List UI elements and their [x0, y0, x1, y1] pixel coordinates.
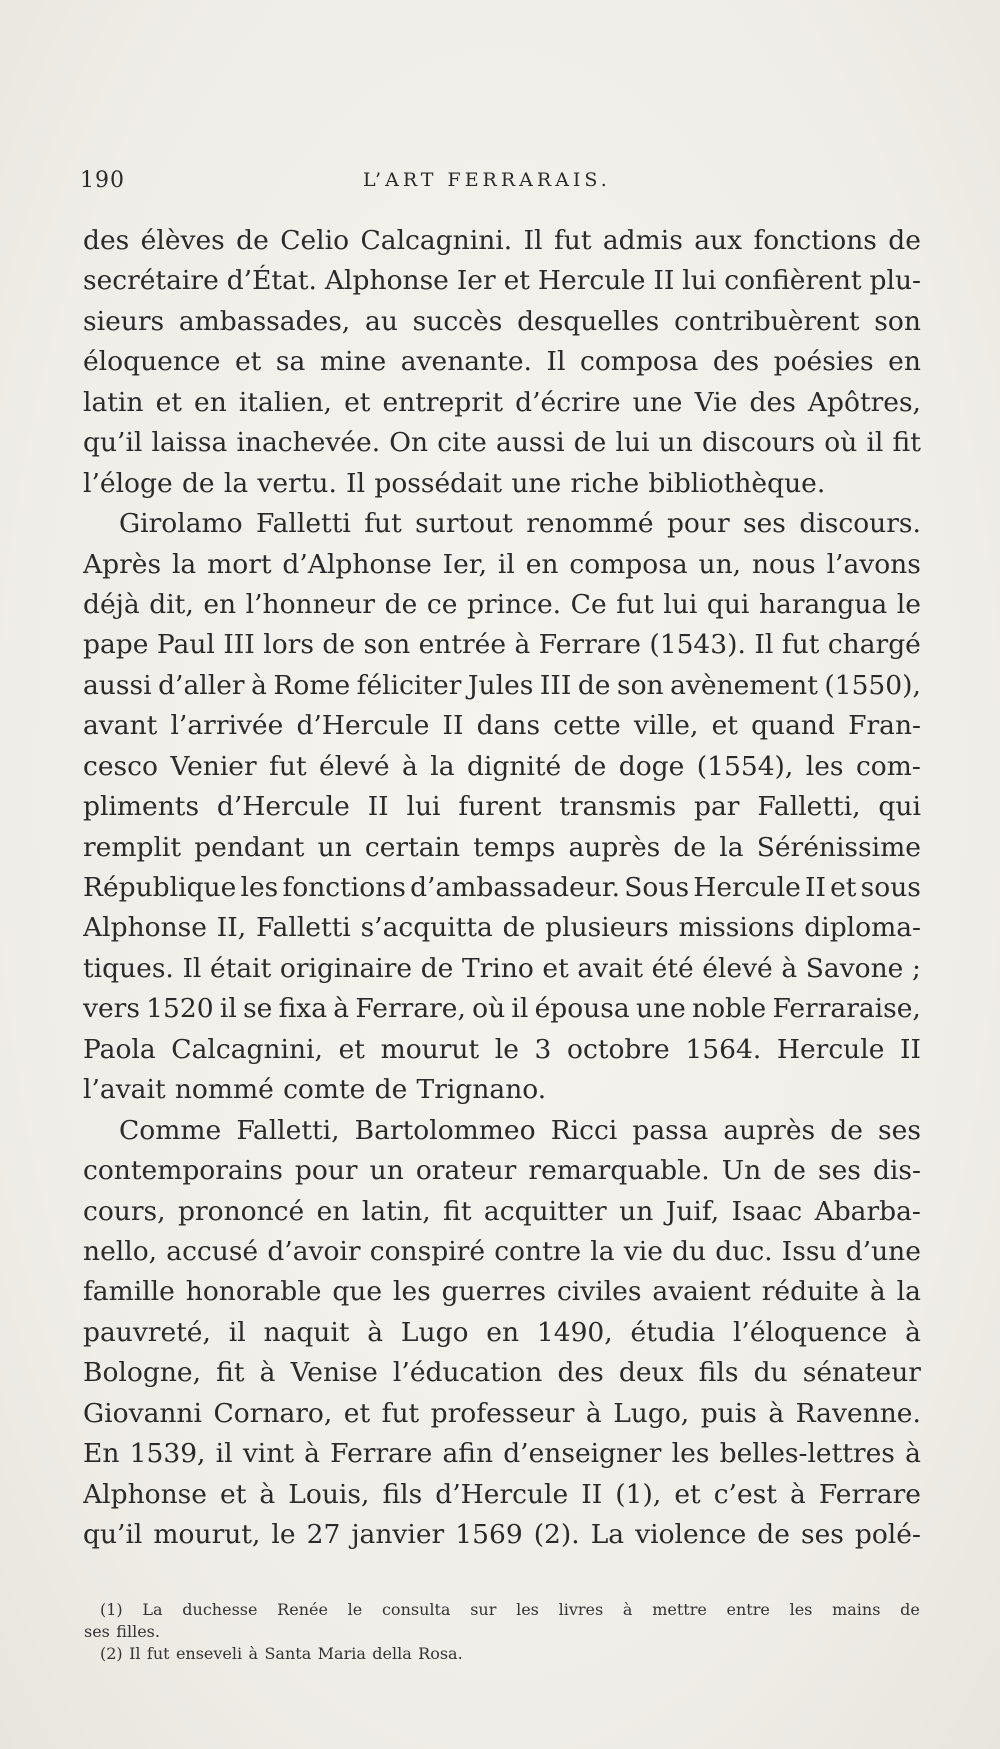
text-line: contemporains pour un orateur remarquable. Un de ses dis-	[83, 1155, 921, 1187]
text-line: l’avait nommé comte de Trignano.	[83, 1074, 547, 1106]
text-line: En 1539, il vint à Ferrare afin d’enseigner les belles-lettres à	[83, 1438, 921, 1470]
text-line: aussi d’aller à Rome féliciter Jules III de son avènement (1550),	[83, 669, 921, 701]
text-line: Alphonse II, Falletti s’acquitta de plusieurs missions diploma-	[83, 912, 921, 944]
text-line: qu’il mourut, le 27 janvier 1569 (2). La violence de ses polé-	[83, 1519, 921, 1550]
text-line: cesco Venier fut élevé à la dignité de doge (1554), les com-	[83, 750, 921, 782]
text-line: Bologne, fit à Venise l’éducation des deux fils du sénateur	[83, 1357, 921, 1389]
text-line: remplit pendant un certain temps auprès de la Sérénissime	[83, 831, 921, 863]
text-line: République les fonctions d’ambassadeur. Sous Hercule II et sous	[83, 872, 921, 903]
text-line: éloquence et sa mine avenante. Il composa des poésies en	[83, 346, 921, 378]
text-line: avant l’arrivée d’Hercule II dans cette ville, et quand Fran-	[83, 710, 921, 742]
text-line: tiques. Il était originaire de Trino et avait été élevé à Savone ;	[83, 952, 921, 984]
footnote-line: (2) Il fut enseveli à Santa Maria della Rosa.	[100, 1644, 463, 1663]
text-line: Après la mort d’Alphonse Ier, il en composa un, nous l’avons	[83, 548, 921, 580]
text-line: des élèves de Celio Calcagnini. Il fut admis aux fonctions de	[83, 225, 921, 256]
footnote-line: (1) La duchesse Renée le consulta sur les livres à mettre entre les mains de	[100, 1600, 920, 1619]
running-title: L’ART FERRARAIS.	[363, 169, 611, 191]
text-line: Giovanni Cornaro, et fut professeur à Lugo, puis à Ravenne.	[83, 1397, 921, 1429]
text-line: Paola Calcagnini, et mourut le 3 octobre 1564. Hercule II	[83, 1033, 921, 1065]
text-line: sieurs ambassades, au succès desquelles contribuèrent son	[83, 305, 921, 337]
text-line: cours, prononcé en latin, fit acquitter un Juif, Isaac Abarba-	[83, 1195, 921, 1227]
text-line: Girolamo Falletti fut surtout renommé pour ses discours.	[119, 508, 921, 540]
text-line: qu’il laissa inachevée. On cite aussi de lui un discours où il fit	[83, 427, 921, 459]
text-line: secrétaire d’État. Alphonse Ier et Hercule II lui confièrent plu-	[83, 265, 921, 297]
footnote-line: ses filles.	[84, 1622, 160, 1641]
text-line: déjà dit, en l’honneur de ce prince. Ce fut lui qui harangua le	[83, 588, 921, 620]
text-line: Comme Falletti, Bartolommeo Ricci passa auprès de ses	[119, 1114, 921, 1146]
body-text	[83, 221, 921, 1555]
text-line: nello, accusé d’avoir conspiré contre la vie du duc. Issu d’une	[83, 1235, 921, 1267]
text-line: Alphonse et à Louis, fils d’Hercule II (1), et c’est à Ferrare	[83, 1478, 921, 1510]
text-line: famille honorable que les guerres civiles avaient réduite à la	[83, 1276, 921, 1308]
text-line: latin et en italien, et entreprit d’écrire une Vie des Apôtres,	[83, 386, 921, 418]
running-head	[80, 168, 640, 198]
text-line: pauvreté, il naquit à Lugo en 1490, étudia l’éloquence à	[83, 1316, 921, 1348]
text-line: l’éloge de la vertu. Il possédait une riche bibliothèque.	[83, 467, 826, 499]
text-line: pliments d’Hercule II lui furent transmis par Falletti, qui	[83, 791, 921, 823]
text-line: pape Paul III lors de son entrée à Ferrare (1543). Il fut chargé	[83, 629, 921, 661]
page-number: 190	[80, 168, 125, 193]
footnotes	[84, 1599, 920, 1665]
text-line: vers 1520 il se fixa à Ferrare, où il épousa une noble Ferraraise,	[83, 993, 921, 1025]
